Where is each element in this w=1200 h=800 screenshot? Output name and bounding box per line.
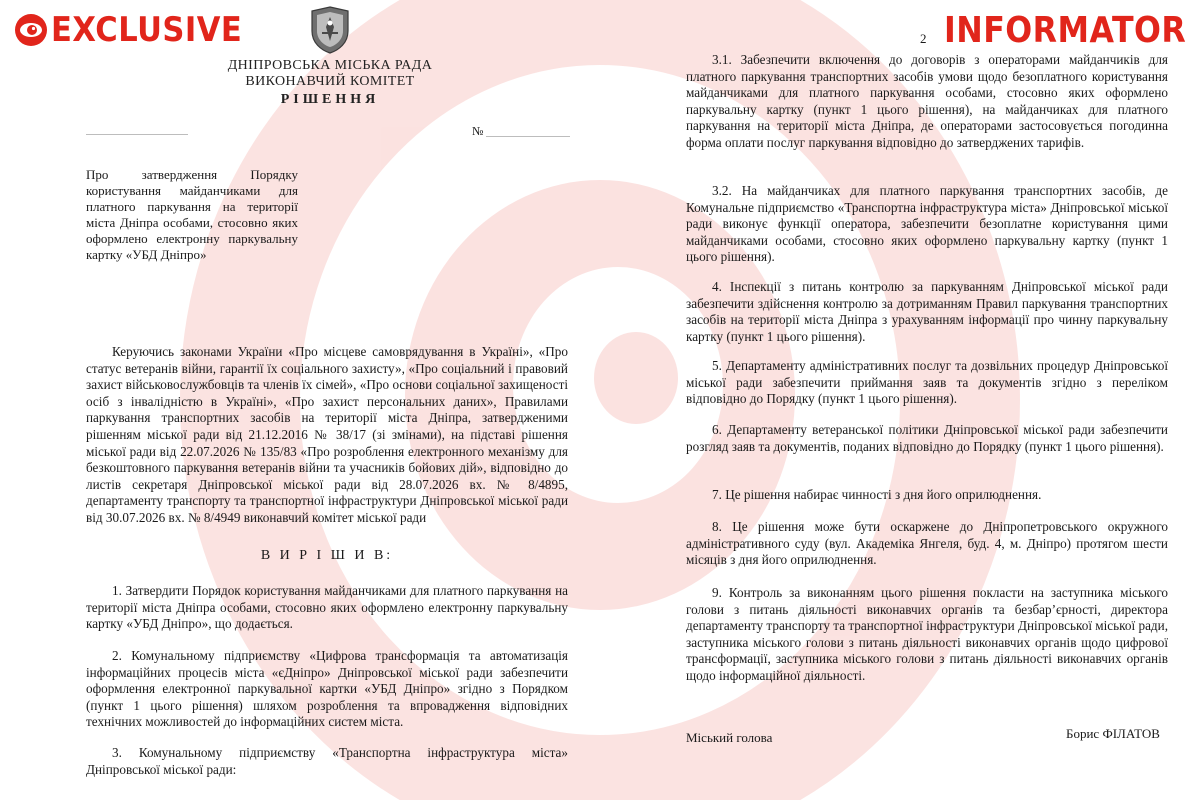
- item-4-text: 4. Інспекції з питань контролю за паркуванням Дніпровської міської ради забезпечити здійснення контролю за дотриманням Правил паркування транспортних засобів на території міста Дніпра з урахуванням інформації про чинну паркувальну картку (пункт 1 цього рішення).: [686, 279, 1168, 344]
- council-name: ДНІПРОВСЬКА МІСЬКА РАДА: [227, 58, 433, 73]
- item-1: [86, 583, 568, 633]
- item-1-text: 1. Затвердити Порядок користування майданчиками для платного паркування на території міста Дніпра особами, стосовно яких оформлено електронну паркувальну картку «УБД Дніпро», що додається.: [86, 583, 568, 632]
- item-8-text: 8. Це рішення може бути оскаржене до Дніпропетровського окружного адміністративного суду (вул. Академіка Янгеля, буд. 4, м. Дніпро) протягом шести місяців з дня його оприлюднення.: [686, 519, 1168, 568]
- preamble-text: Керуючись законами України «Про місцеве самоврядування в Україні», «Про статус ветеранів війни, гарантії їх соціального захисту», «Про соціальний і правовий захист військовослужбовців та членів їх сімей», «Про основи соціальної захищеності осіб з інвалідністю в Україні», «Про захист персональних даних», Правилами паркування транспортних засобів на території міста Дніпра, затвердженими рішенням міської ради від 21.12.2016 № 38/17 (зі змінами), на підставі рішення міської ради від 22.07.2026 № 135/83 «Про розроблення електронного механізму для безкоштовного паркування ветеранів війни та учасників бойових дій», відповідно до листів секретаря Дніпровської міської ради від 28.07.2026 вх. № 8/4895, департаменту транспорту та транспортної інфраструктури Дніпровської міської ради від 30.07.2026 вх. № 8/4949 виконавчий комітет міської ради: [86, 344, 568, 525]
- document-type: РІШЕННЯ: [280, 92, 380, 107]
- number-sign: №: [472, 124, 484, 138]
- signatory-title: Міський голова: [686, 730, 773, 745]
- preamble-paragraph: [86, 344, 568, 527]
- date-blank-line: [86, 134, 188, 135]
- item-6-text: 6. Департаменту ветеранської політики Дніпровської міської ради забезпечити розгляд заяв та документів, поданих відповідно до Порядку (пункт 1 цього рішення).: [686, 422, 1168, 454]
- signatory-name: Борис ФІЛАТОВ: [1066, 726, 1160, 741]
- item-2: [86, 648, 568, 731]
- committee-name: ВИКОНАВЧИЙ КОМІТЕТ: [245, 74, 415, 89]
- page-number: 2: [920, 31, 927, 46]
- item-5-text: 5. Департаменту адміністративних послуг та дозвільних процедур Дніпровської міської ради забезпечити приймання заяв та документів згідно з переліком відповідно до Порядку (пункт 1 цього рішення).: [686, 358, 1168, 407]
- informator-label: INFORMATOR: [943, 10, 1186, 51]
- item-3-2-text: 3.2. На майданчиках для платного паркування транспортних засобів, де Комунальне підприємство «Транспортна інфраструктура міста» Дніпровської міської ради виконує функції оператора, забезпечити безоплатне користування цими майданчиками особами, стосовно яких оформлено паркувальну картку (пункт 1 цього рішення).: [686, 183, 1168, 265]
- item-3-text: 3. Комунальному підприємству «Транспортна інфраструктура міста» Дніпровської міської ради:: [86, 745, 568, 777]
- resolved-heading: В И Р І Ш И В:: [260, 548, 394, 563]
- item-9-text: 9. Контроль за виконанням цього рішення покласти на заступника міського голови з питань діяльності виконавчих органів та безбар’єрності, директора департаменту транспорту та транспортної інфраструктури Дніпровської міської ради, заступника міського голови з питань діяльності виконавчих органів щодо цифрової трансформації, заступника міського голови з питань діяльності виконавчих органів щодо інформаційної діяльності.: [686, 585, 1168, 683]
- decision-subject: Про затвердження Порядку користування майданчиками для платного паркування на території міста Дніпра особами, стосовно яких оформлено електронну паркувальну картку «УБД Дніпро»: [86, 167, 298, 262]
- coat-of-arms-icon: [308, 5, 352, 55]
- item-3-1-text: 3.1. Забезпечити включення до договорів з операторами майданчиків для платного паркування транспортних засобів умови щодо безоплатного користування майданчиками для платного паркування особами, стосовно яких оформлено паркувальну картку (пункт 1 цього рішення), на майданчиках для платного паркування на території міста Дніпра, де операторами застосовується погодинна форма оплати послуг паркування відповідно до затверджених тарифів.: [686, 52, 1168, 150]
- item-3: [86, 745, 568, 778]
- document-page-2: [600, 0, 1200, 800]
- exclusive-brand: [14, 10, 263, 50]
- item-2-text: 2. Комунальному підприємству «Цифрова трансформація та автоматизація інформаційних процесів міста «єДніпро» Дніпровської міської ради забезпечити оформлення електронної паркувальної картки «УБД Дніпро» згідно з Порядком (пункт 1 цього рішення) шляхом розроблення та впровадження відповідних технічних можливостей до інформаційних систем міста.: [86, 648, 568, 730]
- eye-logo-icon: [14, 13, 48, 47]
- exclusive-label: EXCLUSIVE: [51, 10, 243, 50]
- item-7-text: 7. Це рішення набирає чинності з дня його оприлюднення.: [712, 487, 1042, 502]
- informator-brand: [911, 10, 1186, 51]
- number-blank-line: [486, 136, 570, 137]
